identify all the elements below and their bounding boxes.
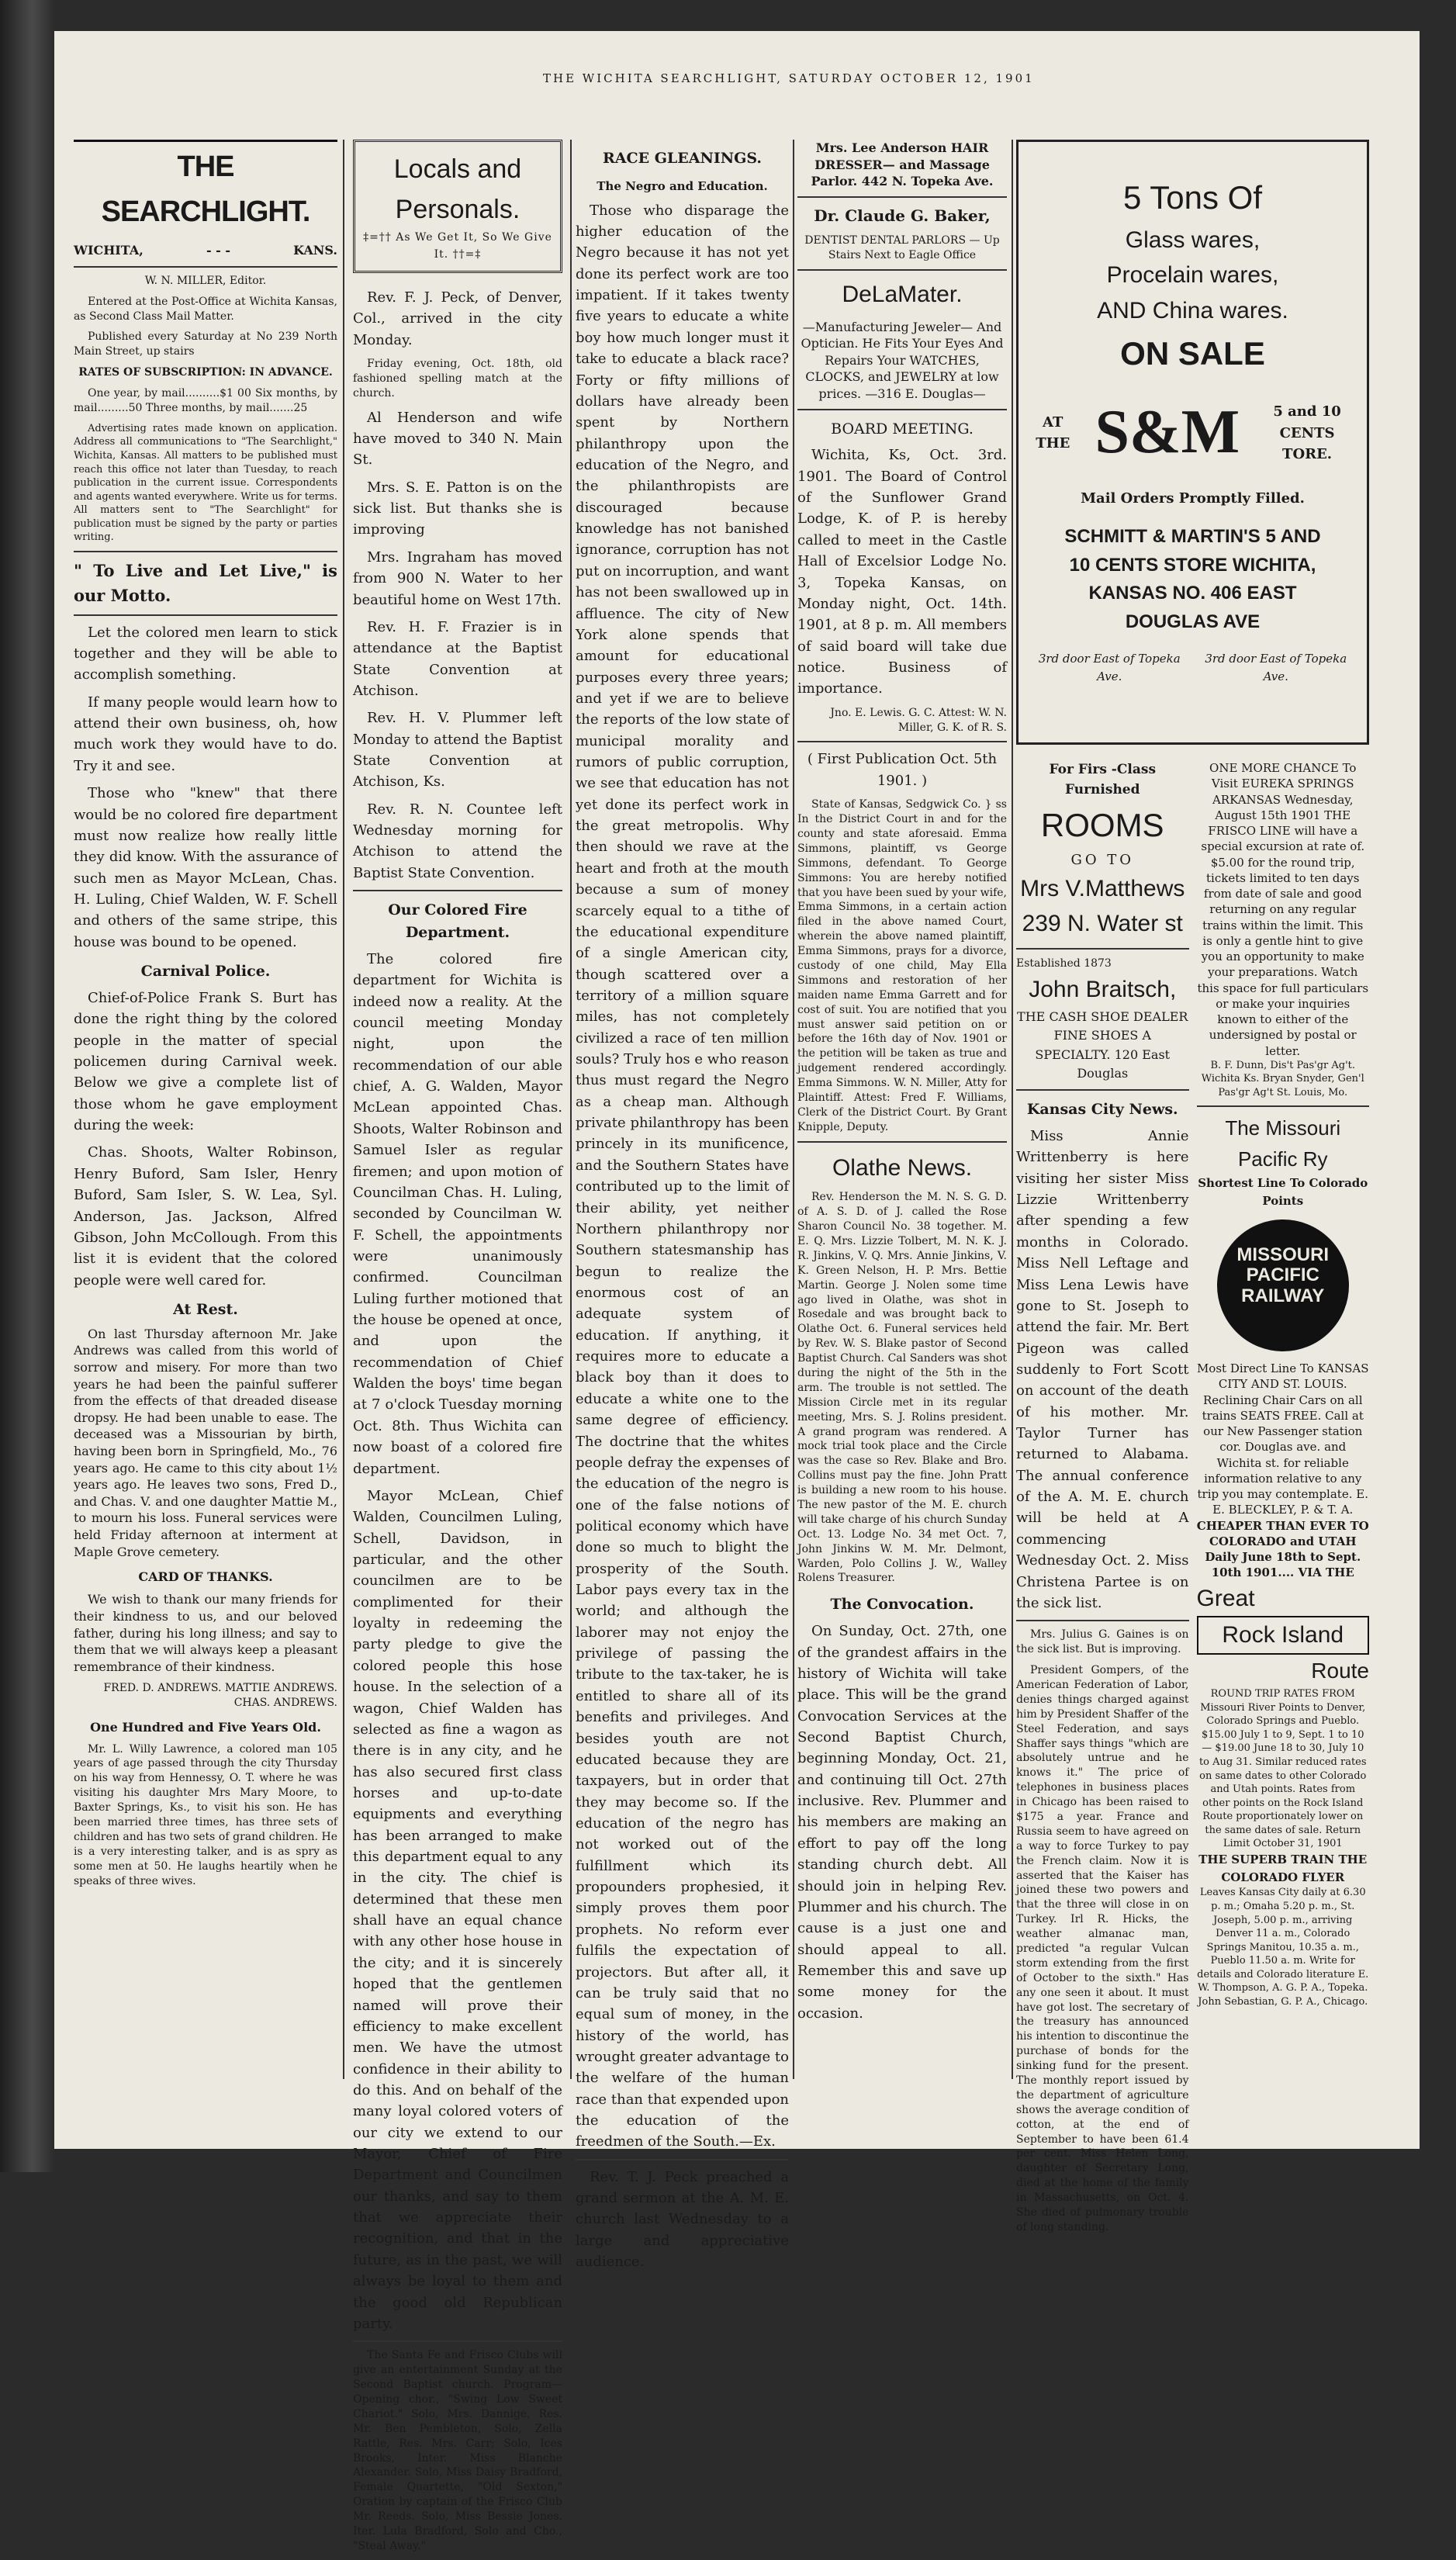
ad-rooms-address: 239 N. Water st [1022, 911, 1183, 937]
dateline [74, 241, 337, 260]
dateline-state: KANS. [293, 242, 337, 258]
folio-line: THE WICHITA SEARCHLIGHT, SATURDAY OCTOBER 12, 1901 [543, 71, 1035, 85]
missouri-pacific-logo: MISSOURI PACIFIC RAILWAY [1217, 1219, 1349, 1351]
ad-rooms [1016, 760, 1189, 2241]
article-paragraph: Wichita, Ks, Oct. 3rd. 1901. The Board of Control of the Sunflower Grand Lodge, K. of P. is hereby called to meet in the Castle Hall of Excelsior Lodge No. 3, Topeka Kansas, on Monday night, Oct. 14th. 1901, at 8 p. m. All members of said board will take due notice. Business of importance. [797, 447, 1007, 697]
headline-kansas-city-news: Kansas City News. [1026, 1101, 1178, 1119]
ad-location-2: 3rd door East of Topeka Ave. [1205, 652, 1347, 684]
ad-rooms-title: ROOMS [1040, 806, 1164, 843]
article-paragraph: Chief-of-Police Frank S. Burt has done the right thing by the colored people in the matter of special policemen during Carnival week. Below we give a complete list of those whom he gave employment during the week: [74, 989, 337, 1134]
article-paragraph: Those who "knew" that there would be no colored fire department must now realize how really little they did know. With the assurance of such men as Mayor McLean, Chas. H. Luling, Chief Walden, W. F. Schell and others of the same stripe, this house was bound to be opened. [74, 785, 337, 950]
publication-notice: ( First Publication Oct. 5th 1901. ) [807, 751, 998, 789]
article-paragraph: Those who disparage the higher education of the Negro because it has not yet done its perfect work are too impatient. If it takes twenty five years to educate a white boy how much longer must it take to educate a black race? Forty or fifty millions of dollars have already been spent by Northern philanthropy upon the education of the Negro, and the philanthropists are discouraged because knowledge has not banished ignorance, corruption has not put on incorruption, and want has not been swallowed up in affluence. The city of New York alone spends that amount for educational purposes every three years; and yet if we are to believe the reports of the low state of municipal morality and rumors of public corruption, we see that education has not yet done its perfect work in the great metropolis. Why then should we rave at the heart and froth at the mouth because a sum of money scarcely equal to a tithe of the educational expenditure of a single American city, though scattered over a territory of a million square miles, has not completely civilized a race of ten million souls? Truly hos e who reason thus must regard the Negro as a cheap man. Although private philanthropy has been princely in its munificence, and the Southern States have contributed up to the limit of their ability, yet neither Northern philanthropy nor Southern statesmanship has begun to realize the enormous cost of an adequate system of education. If anything, it requires more to educate a black boy than it does to educate a white one to the same degree of efficiency. The doctrine that the whites people defray the expenses of the education of the negro is one of the false notions of political economy which have done so much to blight the prosperity of the South. Labor pays every tax in the world; and although the laborer may not enjoy the privilege of passing the tribute to the tax-taker, he is entitled to share all of its benefits and privileges. And besides youth are not educated because they are taxpayers, but in order that they may become so. If the education of the negro has not worked out of the fulfillment which its propounders prophesied, it simply proves them poor prophets. No reform ever fulfils the expectation of projectors. But after all, it can be truly said that no equal sum of money, in the history of the world, has wrought greater advantage to the welfare of the human race than that expended upon the education of the freedmen of the South.—Ex. [576, 202, 789, 2150]
ad-mopac-text: Most Direct Line To KANSAS CITY AND ST. LOUIS. Reclining Chair Cars on all trains SEATS FREE. Call at our New Passenger station cor. Douglas ave. and Wichita st. for reliable information relative to any trip you may contemplate. E. E. BLECKLEY, P. & T. A. [1196, 1361, 1369, 1517]
column-4 [797, 140, 1007, 2030]
column-3 [576, 140, 789, 2279]
divider [797, 409, 1007, 410]
divider [353, 2340, 562, 2342]
headline-fire-department: Our Colored Fire Department. [388, 901, 527, 942]
article-paragraph: Mr. L. Willy Lawrence, a colored man 105 years of age passed through the city Thursday on his way from Hennessy, O. T. where he was visiting his daughter Mrs Mary Moore, to Baxter Springs, Ks., to visit his son. He has been married three times, has three sets of children and has two sets of grand children. He is a very interesting talker, and is as spry as some men at 50. He laughs heartily when he speaks of three wives. [74, 1742, 337, 1887]
ad-mopac-head: The Missouri Pacific Ry [1225, 1116, 1341, 1171]
ad-tons: 5 Tons Of [1123, 179, 1262, 216]
ad-glass: Glass wares, [1125, 227, 1261, 253]
ad-flyer-head: THE SUPERB TRAIN THE COLORADO FLYER [1198, 1852, 1368, 1884]
ad-row [1016, 760, 1369, 2241]
column-rule [570, 140, 572, 2079]
ad-delamater-title: DeLaMater. [842, 281, 963, 307]
locals-title: Locals and Personals. [393, 154, 522, 224]
signature: Jno. E. Lewis. G. C. Attest: W. N. Miller, G. K. of R. S. [830, 706, 1007, 734]
divider [797, 269, 1007, 271]
article-paragraph: On Sunday, Oct. 27th, one of the grandest affairs in the history of Wichita will take place. This will be the grand Convocation Services at the Second Baptist Church, beginning Monday, Oct. 21, and continuing till Oct. 27th inclusive. Rev. Plummer and his members are making an effort to pay off the long standing church debt. All should join in helping Rev. Plummer and his church. The cause is a just one and should appeal to all. Remember this and save up some money for the occasion. [797, 1623, 1007, 2022]
ad-rooms-head: For Firs -Class Furnished [1049, 762, 1157, 797]
ad-great: Great [1196, 1585, 1255, 1611]
local-item: Mrs. Ingraham has moved from 900 N. Water to her beautiful home on West 17th. [353, 548, 562, 608]
dateline-sep: - - - [206, 242, 230, 258]
published-notice: Published every Saturday at No 239 North Main Street, up stairs [74, 330, 337, 358]
local-item: Mrs. S. E. Patton is on the sick list. But thanks she is improving [353, 479, 562, 538]
local-item: Friday evening, Oct. 18th, old fashioned spelling match at the church. [353, 357, 562, 400]
ad-dunn: B. F. Dunn, Dis't Pas'gr Ag't. Wichita Ks. Bryan Snyder, Gen'l Pas'gr Ag't St. Louis, Mo. [1201, 1059, 1364, 1098]
ad-cheaper: CHEAPER THAN EVER TO COLORADO and UTAH Daily June 18th to Sept. 10th 1901.... VIA THE [1196, 1518, 1369, 1580]
ad-mopac-sub: Shortest Line To Colorado Points [1198, 1176, 1368, 1209]
article-paragraph: If many people would learn how to attend their own business, oh, how much work they would have to do. Try it and see. [74, 694, 337, 774]
ad-go-to: GO TO [1070, 852, 1135, 869]
divider [797, 196, 1007, 198]
divider [74, 266, 337, 268]
office-notes: Advertising rates made known on application. Address all communications to "The Searchlight," Wichita, Kansas. All matters to be published must reach this office not later than Tuesday, to reach publication in the current issue. Correspondents and agents wanted everywhere. Write us for terms. All matters sent to "The Searchlight" for publication must be signed by the party or parties writing. [74, 422, 337, 544]
divider [797, 1141, 1007, 1143]
divider [74, 614, 337, 616]
sm-logo: S&M [1095, 398, 1240, 467]
article-paragraph: Let the colored men learn to stick together and they will be able to accomplish something. [74, 624, 337, 683]
ad-established: Established 1873 [1016, 957, 1112, 970]
divider [797, 741, 1007, 742]
article-paragraph: The Santa Fe and Frisco Clubs will give an entertainment Sunday at the Second Baptist church. Program—Opening chor., "Swing Low Sweet Chariot." Solo, Mrs. Dannige, Res. Mr. Ben Pembleton, Solo, Zella Rattle, Res. Mrs. Carr; Solo, Ices Brooks, Inter. Miss Blanche Alexander. Solo, Miss Daisy Bradford, Female Quartette, "Old Sexton," Oration by captain of the Frisco Club Mr. Reeds. Solo, Miss Bessie Jones. Iter. Lula Bradford, Solo and Cho., "Steal Away." [353, 2349, 562, 2552]
article-paragraph: Miss Annie Writtenberry is here visiting her sister Miss Lizzie Writtenberry after spending a few months in Colorado. Miss Nell Leftage and Miss Lena Lewis have gone to St. Joseph to attend the fair. Mr. Bert Pigeon was called suddenly to Fort Scott on account of the death of his mother. Mr. Taylor Turner has returned to Alabama. The annual conference of the A. M. E. church will be held at A commencing Wednesday Oct. 2. Miss Christena Partee is on the sick list. [1016, 1128, 1189, 1611]
masthead: THE SEARCHLIGHT. [74, 140, 337, 235]
headline-carnival-police: Carnival Police. [140, 963, 271, 981]
article-paragraph: Rev. T. J. Peck preached a grand sermon at the A. M. E. church last Wednesday to a large and appreciative audience. [576, 2168, 789, 2271]
ad-delamater: —Manufacturing Jeweler— And Optician. He Fits Your Eyes And Repairs Your WATCHES, CLOCKS, and JEWELRY at low prices. —316 E. Douglas— [801, 319, 1004, 401]
column-2 [353, 140, 562, 2560]
article-paragraph: Chas. Shoots, Walter Robinson, Henry Buford, Sam Isler, Henry Buford, Sam Isler, S. W. Lea, Syl. Anderson, Jas. Jackson, Alfred Gibson, John McCollough. From this list it is evident that the colored people were well cared for. [74, 1144, 337, 1289]
editor-line: W. N. MILLER, Editor. [144, 274, 267, 287]
article-paragraph: On last Thursday afternoon Mr. Jake Andrews was called from this world of sorrow and misery. For more than two years he had been the painful sufferer from the effects of that dreaded disease dropsy. He had been unable to ease. The deceased was a Missourian by birth, having been born in Springfield, Mo., 76 years ago. He came to this city about 1½ years ago. He leaves two sons, Fred D., and Chas. V. and one daughter Mattie M., to mourn his loss. Funeral services were held Friday afternoon at interment at Maple Grove cemetery. [74, 1326, 337, 1559]
headline-race-gleanings: RACE GLEANINGS. [602, 150, 763, 167]
ad-schmitt-martin: SCHMITT & MARTIN'S 5 AND 10 CENTS STORE WICHITA, KANSAS NO. 406 EAST DOUGLAS AVE [1064, 526, 1321, 632]
article-paragraph: Mayor McLean, Chief Walden, Councilmen Luling, Schell, Davidson, in particular, and the other councilmen are to be complimented for their loyalty in redeeming the party pledge to give the colored people this hose house. In the selection of a wagon, Chief Walden has selected as fine a wagon as there is in any city, and he has also secured first class horses and up-to-date equipments and everything has been arranged to make this department equal to any in the city. The chief is determined that these men shall have an equal chance with any other hose house in the city; and it is sincerely hoped that the gentlemen named will prove their efficiency to make excellent men. We have the utmost confidence in their ability to do this. And on behalf of the many loyal colored voters of our city we extend to our Mayor, Chief of Fire Department and Councilmen our thanks, and say to them that we appreciate their recognition, and that in the future, as in the past, we will always be loyal to them and the good old Republican party. [353, 1487, 562, 2332]
motto: " To Live and Let Live," is our Motto. [74, 560, 337, 605]
rates-text: One year, by mail..........$1 00 Six months, by mail.........50 Three months, by mail.......25 [74, 387, 337, 415]
divider [353, 890, 562, 891]
headline-board-meeting: BOARD MEETING. [831, 420, 974, 438]
column-rule [793, 140, 794, 2079]
ad-procelain: Procelain wares, [1106, 262, 1279, 289]
column-rule [1012, 140, 1013, 2079]
local-item: Rev. H. F. Frazier is in attendance at the Baptist State Convention at Atchison. [353, 618, 562, 699]
ad-glassware [1016, 140, 1369, 745]
divider [1016, 1620, 1189, 1621]
ad-dentist: DENTIST DENTAL PARLORS — Up Stairs Next to Eagle Office [804, 234, 1000, 262]
local-item: Rev. F. J. Peck, of Denver, Col., arrived in the city Monday. [353, 289, 562, 348]
article-paragraph: Rev. Henderson the M. N. S. G. D. of A. S. D. of J. called the Rose Sharon Council No. 38 together. M. E. Q. Mrs. Lizzie Tolbert, M. N. K. J. R. Jinkins, V. Q. Mrs. Annie Jinkins, V. K. Green Nelson, H. P. Mrs. Bettie Martin. George J. Nolen some time ago lived in Olathe, was shot in Rosedale and was brought back to Olathe Oct. 6. Funeral services held by Rev. W. S. Blake pastor of Second Baptist Church. Cal Sanders was shot during the night of the 5th in the arm. The trouble is not settled. The Mission Circle met in its regular meeting, Mrs. S. J. Rolins president. A grand program was rendered. A mock trial took place and the Circle was the case so Rev. Blake and Bro. Collins must pay the fine. John Pratt is building a new room to his house. The new pastor of the M. E. church will take charge of his church Sunday Oct. 13. Lodge No. 34 met Oct. 7, John Jinkins W. M. Mr. Delmont, Warden, Polo Collins J. W., Walley Rolens Treasurer. [797, 1191, 1007, 1585]
divider [74, 551, 337, 552]
ad-braitsch: John Braitsch, [1029, 977, 1177, 1003]
ad-eureka: ONE MORE CHANCE To Visit EUREKA SPRINGS ARKANSAS Wednesday, August 15th 1901 THE FRISCO LINE will have a special excursion at rate of. $5.00 for the round trip, tickets limited to ten days from date of sale and good returning on any regular trains within the limit. This is only a gentle hint to give you an opportunity to make your preparations. Watch this space for full particulars or make your inquiries known to either of the undersigned by postal or letter. [1197, 761, 1369, 1058]
divider [1197, 1105, 1370, 1107]
divider [576, 2159, 789, 2160]
article-paragraph: We wish to thank our many friends for their kindness to us, and our beloved father, during his long illness; and say to them that we will always keep a pleasant remembrance of their kindness. [74, 1592, 337, 1674]
local-item: Rev. R. N. Countee left Wednesday morning for Atchison to attend the Baptist State Convention. [353, 801, 562, 881]
dateline-city: WICHITA, [74, 242, 144, 258]
divider [1016, 1089, 1189, 1091]
locals-subtitle: ‡=†† As We Get It, So We Give It. ††=‡ [363, 231, 552, 261]
headline-at-rest: At Rest. [173, 1300, 238, 1318]
ad-china: AND China wares. [1097, 298, 1288, 324]
column-5 [1016, 140, 1369, 2241]
divider [1016, 948, 1189, 950]
legal-notice: State of Kansas, Sedgwick Co. } ss In the District Court in and for the county and state aforesaid. Emma Simmons, plaintiff, vs George Simmons, defendant. To George Simmons: You are hereby notified that you have been sued by your wife, Emma Simmons, in a certain action filed in the above named Court, wherein the above named plaintiff, Emma Simmons, prays for a divorce, custody of one child, May Ella Simmons and restoration of her maiden name Emma Garrett and for cost of suit. You are notified that you must answer said petition on or before the 16th day of Nov. 1901 or the petition will be taken as true and judgement rendered accordingly. Emma Simmons. W. N. Miller, Atty for Plaintiff. Attest: Fred F. Williams, Clerk of the District Court. By Grant Knipple, Deputy. [797, 798, 1007, 1133]
rates-heading: RATES OF SUBSCRIPTION: IN ADVANCE. [78, 366, 333, 379]
ad-on-sale: ON SALE [1120, 334, 1265, 372]
ad-braitsch-text: THE CASH SHOE DEALER FINE SHOES A SPECIALTY. 120 East Douglas [1017, 1008, 1188, 1081]
ad-round-trip: ROUND TRIP RATES FROM Missouri River Points to Denver, Colorado Springs and Pueblo. $15.00 July 1 to 9, Sept. 1 to 10 — $19.00 June 18 to 30, July 10 to Aug 31. Similar reduced rates on same dates to other Colorado and Utah points. Rates from other points on the Rock Island Route proportionately lower on the same dates of sale. Return Limit October 31, 1901 [1198, 1688, 1367, 1850]
column-rule [343, 140, 344, 2079]
article-paragraph: Mrs. Julius G. Gaines is on the sick list. But is improving. [1016, 1628, 1189, 1656]
ad-flyer: Leaves Kansas City daily at 6.30 p. m.; Omaha 5.20 p. m., St. Joseph, 5.00 p. m., arriving Denver 11 a. m., Colorado Springs Manitou, 10.35 a. m., Pueblo 11.50 a. m. Write for details and Colorado literature E. W. Thompson, A. G. P. A., Topeka. John Sebastian, G. P. A., Chicago. [1197, 1887, 1369, 2008]
binding-edge [0, 0, 54, 2172]
signature: FRED. D. ANDREWS. MATTIE ANDREWS. CHAS. ANDREWS. [103, 1682, 337, 1710]
local-item: Rev. H. V. Plummer left Monday to attend the Baptist State Convention at Atchison, Ks. [353, 710, 562, 790]
ad-hair-dresser: Mrs. Lee Anderson HAIR DRESSER— and Massage Parlor. 442 N. Topeka Ave. [811, 140, 994, 189]
headline-card-of-thanks: CARD OF THANKS. [138, 1569, 273, 1585]
headline-convocation: The Convocation. [830, 1596, 974, 1614]
ad-cents-store: 5 and 10 CENTS TORE. [1273, 403, 1341, 462]
local-item: Al Henderson and wife have moved to 340 N. Main St. [353, 409, 562, 469]
ad-route: Route [1311, 1658, 1369, 1683]
article-paragraph: The colored fire department for Wichita is indeed now a reality. At the council meeting Monday night, upon the recommendation of our able chief, A. G. Walden, Mayor McLean appointed Chas. Shoots, Walter Robinson and Samuel Isler as regular firemen; and upon motion of Councilman Chas. H. Luling, seconded by Councilman W. F. Schell, the appointments were unanimously confirmed. Councilman Luling further motioned that the house be opened at once, and upon the recommendation of Chief Walden the boys' time began at 7 o'clock Tuesday morning Oct. 8th. Thus Wichita can now boast of a colored fire department. [353, 950, 562, 1477]
article-paragraph: President Gompers, of the American Federation of Labor, denies things charged against him by President Shaffer of the Steel Federation, and says Shaffer says things "which are absolutely untrue and he knows it." The price of telephones in business places in Chicago has been raised to $175 a year. France and Russia seem to have agreed on a way to force Turkey to pay the French claim. Now it is asserted that the Kaiser has joined these two powers and that the three will close in on Turkey. Irl R. Hicks, the weather almanac man, predicted "a regular Vulcan storm extending from the first of October to the sixth." Has any one seen it about. It must have got lost. The secretary of the treasury has announced his intention to discontinue the purchase of bonds for the sinking fund for the present. The monthly report issued by the department of agriculture shows the average condition of cotton, at the end of September to have been 61.4 per cent. Miss Helen Long, daughter of Secretary Long, died at the home of the family in Massachusetts, on Oct. 4. She died of pulmonary trouble of long standing. [1016, 1664, 1189, 2233]
column-1 [74, 140, 337, 1894]
headline-105-years: One Hundred and Five Years Old. [90, 1720, 321, 1735]
headline-olathe-news: Olathe News. [832, 1154, 973, 1181]
ad-location-1: 3rd door East of Topeka Ave. [1038, 652, 1181, 684]
ad-matthews: Mrs V.Matthews [1020, 875, 1185, 901]
locals-banner [353, 140, 562, 273]
ad-railways [1197, 760, 1370, 2241]
entered-notice: Entered at the Post-Office at Wichita Kansas, as Second Class Mail Matter. [74, 295, 337, 323]
ad-mail-orders: Mail Orders Promptly Filled. [1081, 490, 1305, 507]
ad-rock-island: Rock Island [1197, 1616, 1370, 1655]
subhead-negro-education: The Negro and Education. [597, 178, 768, 193]
ad-dentist-name: Dr. Claude G. Baker, [814, 206, 991, 225]
ad-at-the: AT THE [1036, 413, 1070, 452]
